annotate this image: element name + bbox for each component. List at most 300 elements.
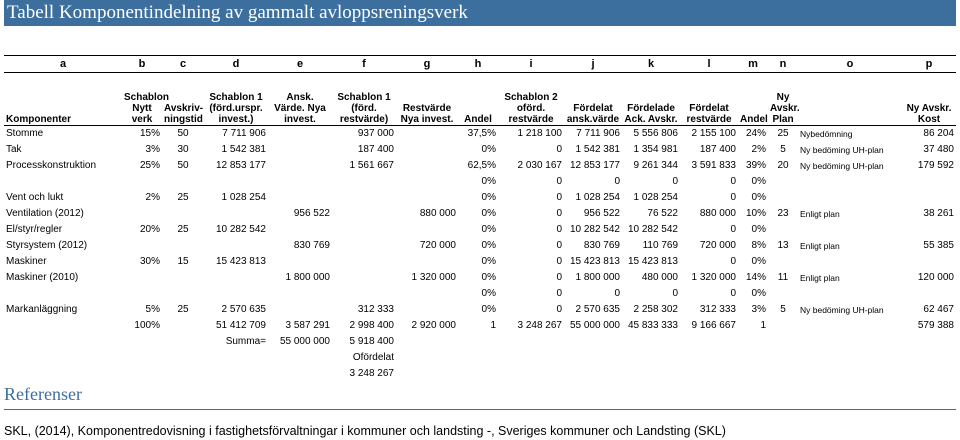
empty-cell (396, 366, 458, 382)
table-cell: Enligt plan (800, 273, 840, 283)
row-label: Ventilation (2012) (6, 208, 84, 219)
column-header-row (4, 73, 956, 126)
page-title: Tabell Komponentindelning av gammalt avloppsreningsverk (4, 0, 956, 26)
table-row (4, 302, 956, 318)
table-cell (332, 254, 396, 270)
table-cell: 50 (177, 160, 189, 171)
column-letter: o (798, 56, 902, 73)
table-cell (122, 174, 162, 190)
table-cell (332, 238, 396, 254)
table-cell (768, 222, 798, 238)
table-cell: 0 (672, 288, 678, 299)
table-cell (122, 270, 162, 286)
table-cell (902, 286, 956, 302)
table-cell (902, 190, 956, 206)
table-cell (396, 174, 458, 190)
column-header: Komponenter (4, 73, 122, 126)
table-cell (162, 270, 204, 286)
row-label: El/styr/regler (6, 224, 63, 235)
table-row (4, 238, 956, 254)
table-cell: 25 (177, 304, 189, 315)
table-cell: 23 (777, 208, 789, 219)
column-letter: p (902, 56, 956, 73)
table-cell: 2 920 000 (411, 320, 456, 331)
empty-cell (564, 334, 622, 350)
table-cell: 1 028 254 (575, 192, 620, 203)
empty-cell (4, 334, 122, 350)
table-cell: 1 (760, 320, 766, 331)
table-cell: 0% (481, 288, 496, 299)
component-table (4, 55, 956, 382)
table-cell: 25% (139, 160, 160, 171)
table-cell: 15 423 813 (569, 256, 620, 267)
table-cell (798, 286, 902, 302)
table-cell: 0% (751, 288, 766, 299)
table-cell: 1 800 000 (575, 272, 620, 283)
row-label: Processkonstruktion (6, 160, 97, 171)
table-cell: 0% (751, 176, 766, 187)
column-header: Fördelade Ack. Avskr. (622, 73, 680, 126)
empty-cell (902, 334, 956, 350)
table-cell: 0 (730, 288, 736, 299)
table-cell: 15 423 813 (215, 256, 266, 267)
table-cell: 20 (777, 160, 789, 171)
table-cell: Ny bedöming UH-plan (800, 161, 884, 171)
row-label: Vent och lukt (6, 192, 64, 203)
empty-cell (458, 334, 498, 350)
column-header: Ny Avskr. Plan (768, 73, 798, 126)
table-cell (162, 238, 204, 254)
column-letter: g (396, 56, 458, 73)
table-cell: 187 400 (357, 144, 394, 155)
table-cell: 0 (556, 192, 562, 203)
column-letter: a (4, 56, 122, 73)
table-cell: 0 (730, 256, 736, 267)
table-cell: 312 333 (699, 304, 736, 315)
row-label: Stomme (6, 128, 44, 139)
row-label (4, 318, 122, 334)
empty-cell (4, 350, 122, 366)
table-cell: 0 (556, 240, 562, 251)
empty-cell (498, 350, 564, 366)
table-cell (122, 286, 162, 302)
table-cell (332, 190, 396, 206)
column-header: Ansk. Värde. Nya invest. (268, 73, 332, 126)
table-cell: 0 (614, 288, 620, 299)
table-cell (268, 142, 332, 158)
references-heading: Referenser (4, 384, 82, 404)
empty-cell (622, 334, 680, 350)
column-header: Schablon Nytt verk (122, 73, 162, 126)
table-cell (122, 238, 162, 254)
table-cell (268, 174, 332, 190)
table-cell (902, 222, 956, 238)
summary-row (4, 334, 956, 350)
table-cell: 0% (481, 240, 496, 251)
table-cell: 0 (730, 176, 736, 187)
table-cell: 0 (556, 176, 562, 187)
table-cell: 187 400 (699, 144, 736, 155)
column-header: Schablon 1 (förd. restvärde) (332, 73, 396, 126)
table-cell: 7 711 906 (576, 128, 620, 139)
table-cell: Enligt plan (800, 209, 840, 219)
table-cell (268, 286, 332, 302)
row-label: Styrsystem (2012) (6, 240, 88, 251)
table-cell: 0% (481, 256, 496, 267)
table-cell: 1 028 254 (633, 192, 678, 203)
table-cell: 10 282 542 (569, 224, 620, 235)
summary-row (4, 350, 956, 366)
table-cell (798, 190, 902, 206)
table-cell: 38 261 (923, 208, 954, 219)
empty-cell (798, 350, 902, 366)
table-cell (902, 254, 956, 270)
table-cell (268, 190, 332, 206)
table-cell: 100% (134, 320, 160, 331)
table-cell (396, 254, 458, 270)
table-cell: 3% (145, 144, 160, 155)
column-header: Andel (738, 73, 768, 126)
table-cell: 37,5% (467, 128, 496, 139)
column-header: Fördelat ansk.värde (564, 73, 622, 126)
table-cell: 956 522 (583, 208, 620, 219)
empty-cell (498, 334, 564, 350)
empty-cell (396, 350, 458, 366)
table-cell (204, 206, 268, 222)
table-cell: 13 (777, 240, 789, 251)
table-cell (396, 126, 458, 143)
empty-cell (738, 334, 768, 350)
table-cell: 30 (177, 144, 189, 155)
empty-cell (458, 350, 498, 366)
table-cell: 2% (751, 144, 766, 155)
table-cell: 0% (751, 256, 766, 267)
row-label: Maskiner (6, 256, 47, 267)
table-cell: 1 320 000 (411, 272, 456, 283)
table-cell: 1 028 254 (221, 192, 266, 203)
table-cell (204, 286, 268, 302)
table-cell: 10 282 542 (215, 224, 266, 235)
table-cell: 12 853 177 (215, 160, 266, 171)
table-cell: 55 385 (923, 240, 954, 251)
table-cell (268, 302, 332, 318)
empty-cell (162, 366, 204, 382)
column-letter: k (622, 56, 680, 73)
empty-cell (564, 366, 622, 382)
table-cell: 5 (780, 304, 786, 315)
table-cell: 14% (745, 272, 766, 283)
table-cell (396, 302, 458, 318)
table-cell: 312 333 (357, 304, 394, 315)
row-label: Maskiner (2010) (6, 272, 79, 283)
column-header (798, 73, 902, 126)
table-cell: 0% (751, 192, 766, 203)
empty-cell (122, 350, 162, 366)
empty-cell (4, 366, 122, 382)
table-row (4, 142, 956, 158)
table-cell (162, 174, 204, 190)
table-cell (268, 254, 332, 270)
summary-label (204, 350, 268, 366)
table-cell: 2 155 100 (691, 128, 736, 139)
table-cell: 1 561 667 (349, 160, 394, 171)
table-cell: 956 522 (293, 208, 330, 219)
table-cell: 45 833 333 (627, 320, 678, 331)
column-letter: h (458, 56, 498, 73)
empty-cell (680, 366, 738, 382)
table-cell: 1 (490, 320, 496, 331)
table-cell: 5% (145, 304, 160, 315)
table-cell: 0 (556, 272, 562, 283)
table-cell: 1 542 381 (575, 144, 620, 155)
table-cell: 0% (481, 272, 496, 283)
column-header: Restvärde Nya invest. (396, 73, 458, 126)
table-cell: 579 388 (917, 320, 954, 331)
table-cell: 3 587 291 (285, 320, 330, 331)
column-letter: j (564, 56, 622, 73)
table-cell: 0% (481, 144, 496, 155)
empty-cell (680, 334, 738, 350)
table-cell (332, 174, 396, 190)
summary-value (268, 350, 332, 366)
table-cell: 2 570 635 (575, 304, 620, 315)
table-cell (204, 238, 268, 254)
table-cell: 5 556 806 (633, 128, 678, 139)
table-cell: 7 711 906 (222, 128, 266, 139)
table-cell: 937 000 (357, 128, 394, 139)
table-cell (396, 190, 458, 206)
empty-cell (798, 334, 902, 350)
table-cell: 830 769 (583, 240, 620, 251)
table-row (4, 126, 956, 143)
table-cell: 0 (730, 192, 736, 203)
column-header: Schablon 1 (förd.urspr. invest.) (204, 73, 268, 126)
table-cell: 1 320 000 (691, 272, 736, 283)
empty-cell (622, 350, 680, 366)
table-cell: 1 354 981 (633, 144, 678, 155)
summary-value-secondary: 3 248 267 (349, 368, 394, 379)
table-cell: 720 000 (419, 240, 456, 251)
table-cell (332, 270, 396, 286)
table-cell: 0% (481, 176, 496, 187)
table-cell: 0% (751, 224, 766, 235)
table-cell: 15 (177, 256, 189, 267)
empty-cell (768, 366, 798, 382)
column-header: Fördelat restvärde (680, 73, 738, 126)
empty-cell (902, 366, 956, 382)
empty-cell (396, 334, 458, 350)
table-cell: 880 000 (699, 208, 736, 219)
table-cell: 25 (177, 224, 189, 235)
column-header: Schablon 2 oförd. restvärde (498, 73, 564, 126)
table-cell: 2 998 400 (349, 320, 394, 331)
references-divider (4, 409, 956, 410)
table-cell: 120 000 (917, 272, 954, 283)
summary-value-secondary: 5 918 400 (349, 336, 394, 347)
table-cell: Nybedömning (800, 129, 853, 139)
table-cell: 0 (614, 176, 620, 187)
column-letter: m (738, 56, 768, 73)
column-letter: d (204, 56, 268, 73)
table-cell: 0 (556, 256, 562, 267)
table-row (4, 174, 956, 190)
table-cell: 15% (139, 128, 160, 139)
table-cell: 0 (556, 144, 562, 155)
table-cell: 62 467 (923, 304, 954, 315)
table-cell: 3 248 267 (517, 320, 562, 331)
summary-label: Summa= (225, 336, 266, 347)
table-cell (332, 206, 396, 222)
empty-cell (798, 366, 902, 382)
table-cell: 55 000 000 (569, 320, 620, 331)
table-row (4, 254, 956, 270)
table-cell (768, 318, 798, 334)
column-letter: c (162, 56, 204, 73)
table-cell (396, 222, 458, 238)
table-cell (798, 174, 902, 190)
summary-value (268, 366, 332, 382)
column-header: Andel (458, 73, 498, 126)
table-cell: 720 000 (699, 240, 736, 251)
empty-cell (458, 366, 498, 382)
table-cell: 179 592 (917, 160, 954, 171)
table-cell (768, 190, 798, 206)
table-cell (332, 286, 396, 302)
table-cell (768, 174, 798, 190)
table-cell: 0% (481, 304, 496, 315)
row-label: Markanläggning (6, 304, 78, 315)
row-label: Tak (6, 144, 22, 155)
table-cell: 9 166 667 (691, 320, 736, 331)
table-cell (332, 222, 396, 238)
table-cell: 0 (672, 176, 678, 187)
table-cell (204, 174, 268, 190)
column-letter: f (332, 56, 396, 73)
table-cell: 39% (745, 160, 766, 171)
table-cell: 0 (556, 304, 562, 315)
table-cell (268, 126, 332, 143)
table-cell: 9 261 344 (633, 160, 678, 171)
table-cell: 3 591 833 (691, 160, 736, 171)
table-row (4, 190, 956, 206)
row-label (4, 286, 122, 302)
table-cell: 30% (139, 256, 160, 267)
table-cell: 8% (751, 240, 766, 251)
table-cell: 10 282 542 (627, 224, 678, 235)
empty-cell (162, 350, 204, 366)
table-cell (768, 254, 798, 270)
table-cell: 37 480 (923, 144, 954, 155)
empty-cell (498, 366, 564, 382)
table-cell: 62,5% (467, 160, 496, 171)
empty-cell (564, 350, 622, 366)
empty-cell (162, 334, 204, 350)
table-cell: Enligt plan (800, 241, 840, 251)
table-cell: Ny bedöming UH-plan (800, 145, 884, 155)
table-cell (162, 286, 204, 302)
empty-cell (768, 350, 798, 366)
column-letter: l (680, 56, 738, 73)
empty-cell (622, 366, 680, 382)
table-cell (396, 142, 458, 158)
column-header: Avskriv-ningstid (162, 73, 204, 126)
table-cell: 2% (145, 192, 160, 203)
table-cell: 830 769 (293, 240, 330, 251)
table-cell: 5 (780, 144, 786, 155)
table-cell: 0 (730, 224, 736, 235)
column-letter: n (768, 56, 798, 73)
table-cell: 0 (556, 208, 562, 219)
table-cell (396, 286, 458, 302)
table-cell (798, 318, 902, 334)
table-cell: 25 (177, 192, 189, 203)
table-cell (268, 158, 332, 174)
table-cell (798, 254, 902, 270)
table-cell (768, 286, 798, 302)
table-cell: 1 542 381 (221, 144, 266, 155)
column-letter: i (498, 56, 564, 73)
table-cell: 110 769 (642, 240, 678, 251)
table-cell: 12 853 177 (569, 160, 620, 171)
table-cell: 2 030 167 (517, 160, 562, 171)
empty-cell (738, 366, 768, 382)
table-cell: 480 000 (641, 272, 678, 283)
table-cell: 880 000 (419, 208, 456, 219)
table-cell: 20% (139, 224, 160, 235)
table-cell: 76 522 (647, 208, 678, 219)
table-cell (396, 158, 458, 174)
table-cell: 2 570 635 (221, 304, 266, 315)
table-cell: Ny bedöming UH-plan (800, 305, 884, 315)
column-header: Ny Avskr. Kost (902, 73, 956, 126)
table-row (4, 206, 956, 222)
empty-cell (738, 350, 768, 366)
empty-cell (122, 366, 162, 382)
table-cell: 11 (777, 272, 789, 283)
table-row (4, 158, 956, 174)
table-cell: 0 (556, 224, 562, 235)
summary-value: 55 000 000 (279, 336, 330, 347)
table-row (4, 270, 956, 286)
table-cell (122, 206, 162, 222)
table-cell (204, 270, 268, 286)
table-cell: 25 (777, 128, 789, 139)
references-text: SKL, (2014), Komponentredovisning i fastighetsförvaltningar i kommuner och landsting -, Sveriges kommuner och Landsting (SKL) (4, 424, 726, 438)
table-cell: 15 423 813 (627, 256, 678, 267)
table-cell: 0% (481, 224, 496, 235)
table-cell (798, 222, 902, 238)
table-row (4, 222, 956, 238)
table-cell (268, 222, 332, 238)
summary-value-secondary: Ofördelat (352, 352, 394, 363)
table-cell: 50 (177, 128, 189, 139)
column-letter-row (4, 56, 956, 73)
column-letter: b (122, 56, 162, 73)
table-cell: 3% (751, 304, 766, 315)
table-cell (162, 318, 204, 334)
table-cell (902, 174, 956, 190)
table-cell: 2 258 302 (633, 304, 678, 315)
empty-cell (122, 334, 162, 350)
table-row (4, 318, 956, 334)
empty-cell (680, 350, 738, 366)
table-cell: 1 218 100 (517, 128, 562, 139)
table-cell: 0 (556, 288, 562, 299)
table-cell: 86 204 (923, 128, 954, 139)
column-letter: e (268, 56, 332, 73)
table-cell: 51 412 709 (215, 320, 266, 331)
row-label (4, 174, 122, 190)
